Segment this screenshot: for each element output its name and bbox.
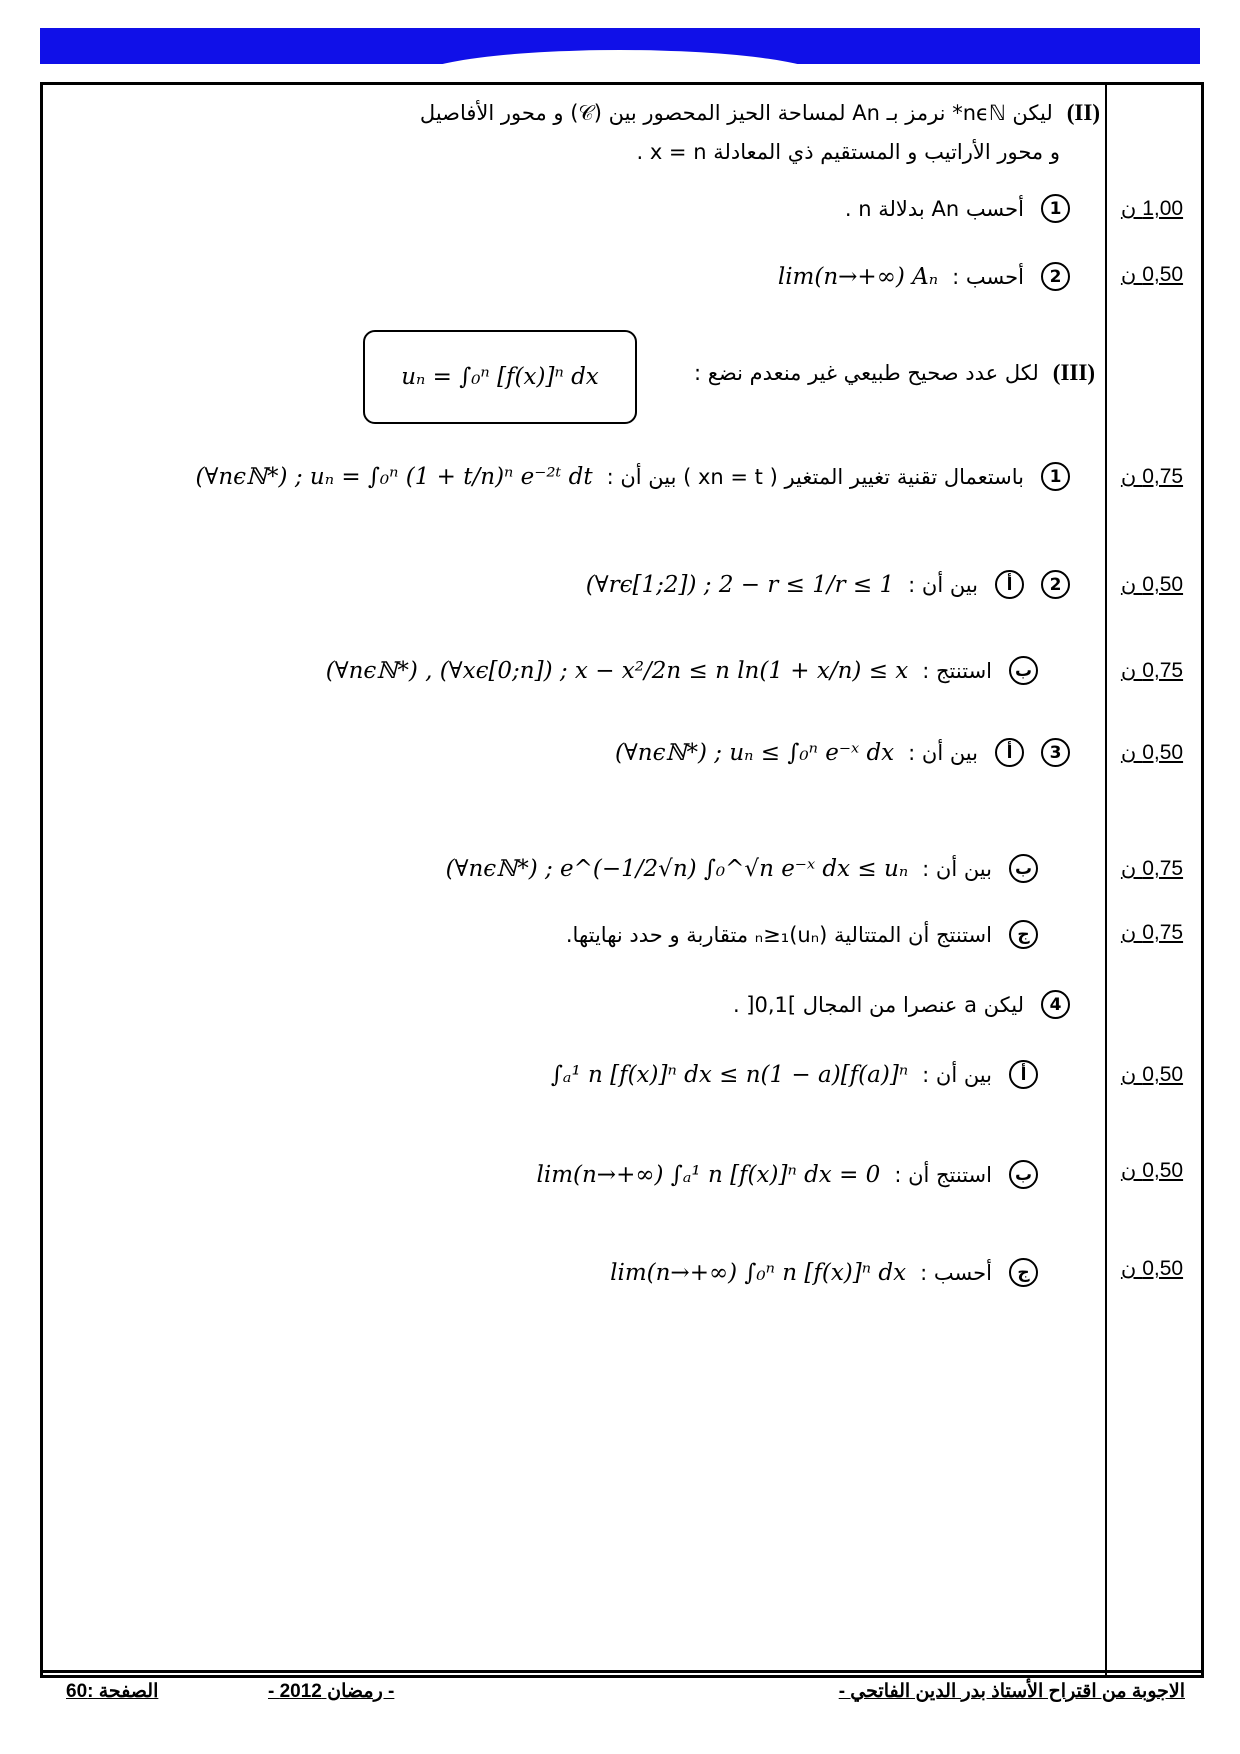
score-item12: 0,50 ن — [1120, 1257, 1184, 1280]
part2-line2 — [636, 140, 1060, 164]
item-text: بين أن : — [908, 572, 978, 597]
item-12 — [610, 1258, 1038, 1287]
item-math: (∀nϵℕ*) , (∀xϵ[0;n]) ; x − x²/2n ≤ n ln(1 + x/n) ≤ x — [325, 657, 909, 684]
item-marker: 2 — [1041, 262, 1070, 291]
item-text: استنتج أن المتتالية (uₙ)ₙ≥₁ متقاربة و حدد نهايتها. — [565, 922, 992, 947]
item-sub-marker: أ — [995, 738, 1024, 767]
item-text: أحسب : — [952, 264, 1024, 289]
item-text: باستعمال تقنية تغيير المتغير ( xn = t ) بين أن : — [606, 464, 1024, 489]
footer-author: الاجوبة من اقتراح الأستاذ بدر الدين الفاتحي - — [838, 1681, 1185, 1702]
item-3 — [195, 462, 1070, 491]
part2-text2: و محور الأراتيب و المستقيم ذي المعادلة x = n . — [636, 140, 1060, 164]
item-math: (∀rϵ[1;2]) ; 2 − r ≤ 1/r ≤ 1 — [585, 571, 895, 598]
item-6 — [615, 738, 1070, 767]
item-math: lim(n→+∞) Aₙ — [777, 263, 939, 290]
item-sub-marker: أ — [995, 570, 1024, 599]
item-sub-marker: ج — [1009, 920, 1038, 949]
item-sub-marker: أ — [1009, 1060, 1038, 1089]
item-5 — [326, 656, 1038, 685]
item-marker: 3 — [1041, 738, 1070, 767]
item-9 — [733, 990, 1070, 1019]
item-marker: 2 — [1041, 570, 1070, 599]
score-item5: 0,75 ن — [1120, 659, 1184, 682]
item-math: (∀nϵℕ*) ; uₙ = ∫₀ⁿ (1 + t/n)ⁿ e⁻²ᵗ dt — [195, 463, 593, 490]
part2-label: (II) — [1066, 100, 1100, 125]
item-1 — [845, 194, 1070, 223]
score-item6: 0,50 ن — [1120, 741, 1184, 764]
un-definition-box — [363, 330, 637, 424]
item-math: (∀nϵℕ*) ; e^(−1/2√n) ∫₀^√n e⁻ˣ dx ≤ uₙ — [445, 855, 909, 882]
item-sub-marker: ج — [1009, 1258, 1038, 1287]
item-text: بين أن : — [908, 740, 978, 765]
item-2 — [778, 262, 1070, 291]
part2-text1: ليكن nϵℕ* نرمز بـ An لمساحة الحيز المحصور بين (𝒞) و محور الأفاصيل — [419, 100, 1053, 125]
score-item11: 0,50 ن — [1120, 1159, 1184, 1182]
item-11 — [537, 1160, 1039, 1189]
part3-label: (III) — [1052, 360, 1095, 385]
item-sub-marker: ب — [1009, 1160, 1038, 1189]
footer-page-number: الصفحة :60 — [66, 1681, 159, 1702]
item-marker: 1 — [1041, 194, 1070, 223]
item-math: lim(n→+∞) ∫₀ⁿ n [f(x)]ⁿ dx — [610, 1259, 907, 1286]
score-item7: 0,75 ن — [1120, 857, 1184, 880]
footer-rule — [40, 1670, 1202, 1673]
item-marker: 1 — [1041, 462, 1070, 491]
score-item3: 0,75 ن — [1120, 465, 1184, 488]
item-text: استنتج أن : — [894, 1162, 992, 1187]
item-text: بين أن : — [922, 856, 992, 881]
item-text: ليكن a عنصرا من المجال ]0,1[ . — [732, 992, 1024, 1017]
item-7 — [446, 854, 1038, 883]
item-text: استنتج : — [922, 658, 992, 683]
un-definition: uₙ = ∫₀ⁿ [f(x)]ⁿ dx — [401, 364, 599, 390]
item-sub-marker: ب — [1009, 656, 1038, 685]
part3-line — [694, 360, 1095, 386]
item-text: أحسب An بدلالة n . — [844, 196, 1024, 221]
score-item8: 0,75 ن — [1120, 921, 1184, 944]
part2-line1 — [420, 100, 1100, 126]
item-10 — [551, 1060, 1038, 1089]
item-4 — [586, 570, 1070, 599]
footer-date: - رمضان 2012 - — [268, 1681, 395, 1702]
part3-text: لكل عدد صحيح طبيعي غير منعدم نضع : — [694, 361, 1039, 385]
item-marker: 4 — [1041, 990, 1070, 1019]
score-item10: 0,50 ن — [1120, 1063, 1184, 1086]
score-column-divider — [1105, 82, 1107, 1678]
item-math: lim(n→+∞) ∫ₐ¹ n [f(x)]ⁿ dx = 0 — [536, 1161, 881, 1188]
item-math: (∀nϵℕ*) ; uₙ ≤ ∫₀ⁿ e⁻ˣ dx — [614, 739, 895, 766]
score-item2: 0,50 ن — [1120, 263, 1184, 286]
item-math: ∫ₐ¹ n [f(x)]ⁿ dx ≤ n(1 − a)[f(a)]ⁿ — [550, 1061, 909, 1088]
item-text: بين أن : — [922, 1062, 992, 1087]
item-8 — [566, 920, 1038, 949]
item-text: أحسب : — [920, 1260, 992, 1285]
score-item1: 1,00 ن — [1120, 197, 1184, 220]
item-sub-marker: ب — [1009, 854, 1038, 883]
score-item4: 0,50 ن — [1120, 573, 1184, 596]
